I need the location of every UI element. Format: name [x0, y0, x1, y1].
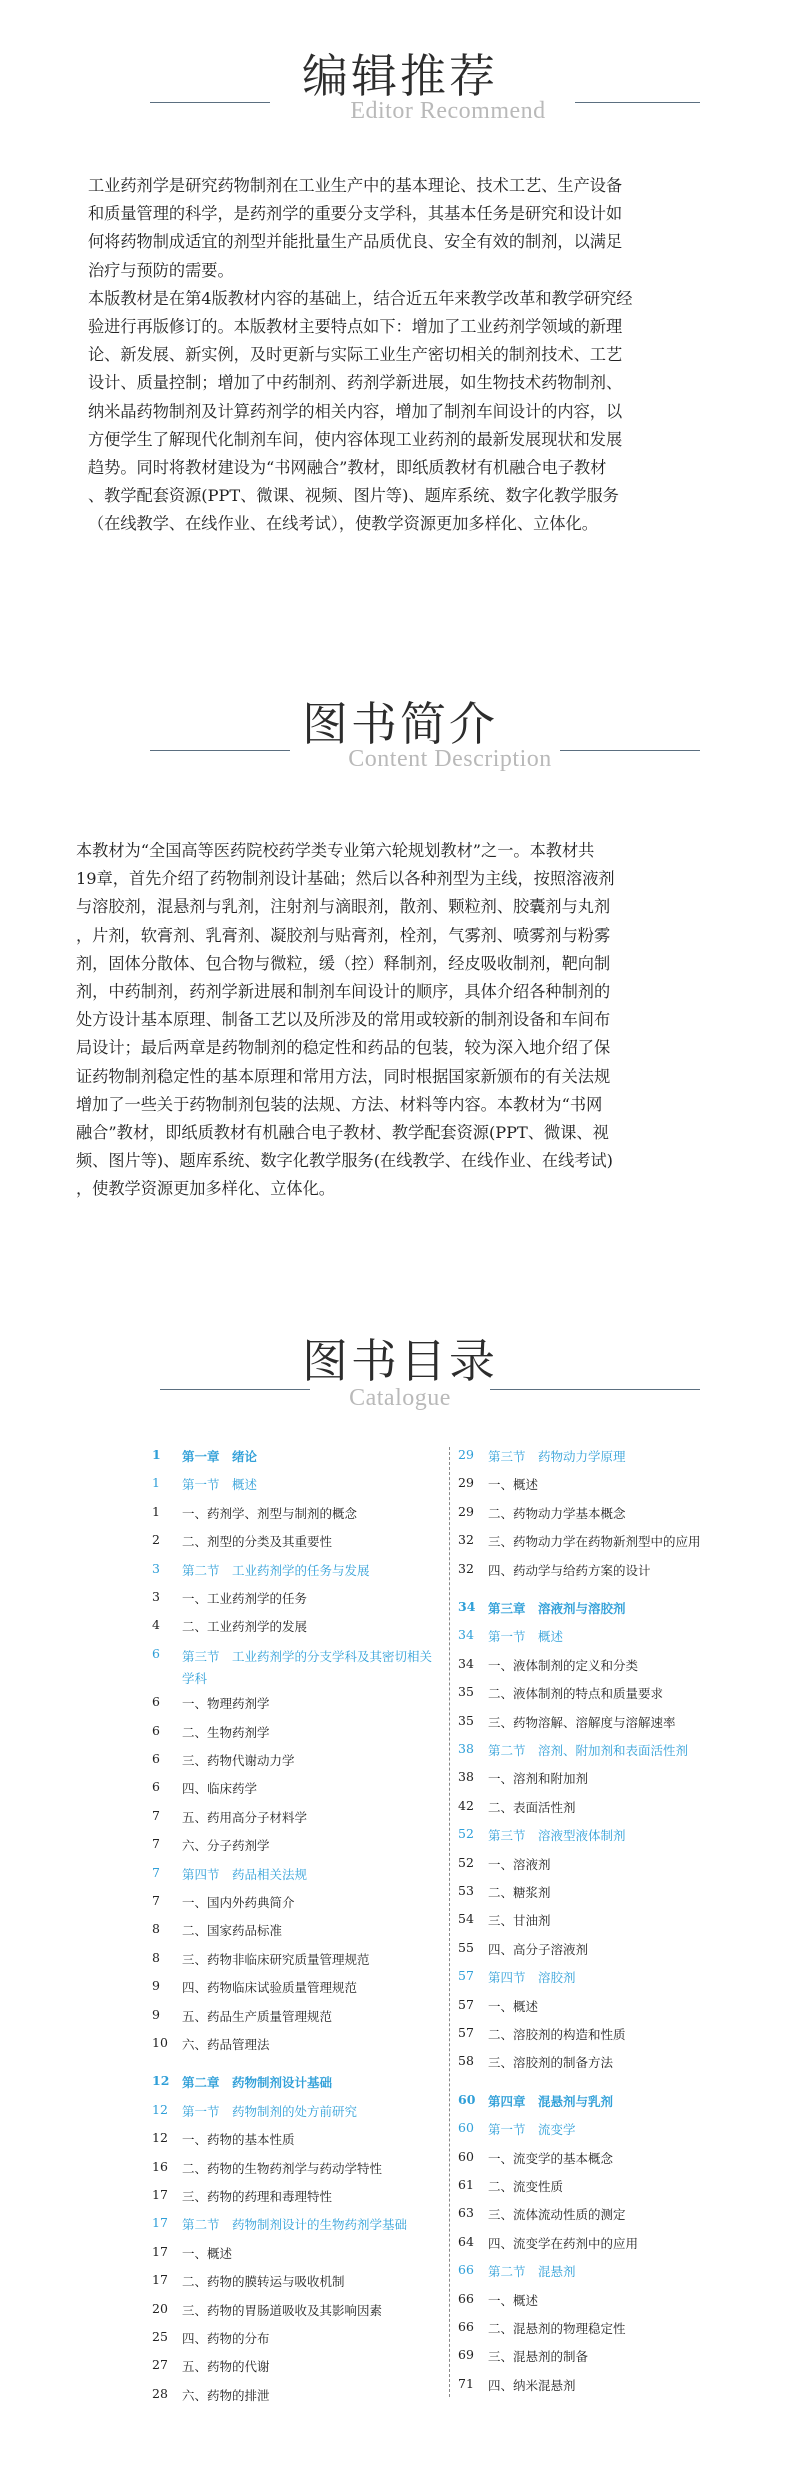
toc-page-number: 63 [458, 2205, 474, 2221]
toc-entry-text: 二、剂型的分类及其重要性 [182, 1534, 333, 1550]
toc-page-number: 3 [152, 1560, 160, 1576]
toc-page-number: 64 [458, 2233, 474, 2249]
toc-entry-text: 二、表面活性剂 [488, 1799, 576, 1815]
toc-entry-text: 三、药物动力学在药物新剂型中的应用 [488, 1534, 701, 1550]
toc-page-number: 20 [152, 2300, 168, 2316]
toc-entry-text: 第三节 药物动力学原理 [488, 1449, 626, 1464]
editor-heading [0, 40, 800, 170]
toc-entry-text: 第一章 绪论 [182, 1449, 258, 1464]
text-line: ，使教学资源更加多样化、立体化。 [76, 1179, 335, 1199]
text-line: 趋势。同时将教材建设为“书网融合”教材，即纸质教材有机融合电子教材 [88, 458, 607, 478]
toc-entry-text: 五、药物的代谢 [182, 2359, 270, 2375]
toc-entry-text: 六、分子药剂学 [182, 1838, 270, 1854]
text-line: 本教材为“全国高等医药院校药学类专业第六轮规划教材”之一。本教材共 [76, 841, 595, 860]
intro-title: 图书简介 [302, 697, 498, 751]
toc-page-number: 8 [152, 1949, 160, 1965]
toc-entry-text: 一、概述 [488, 2292, 539, 2308]
toc-page-number: 17 [152, 2243, 168, 2259]
toc-entry-text: 四、药物临床试验质量管理规范 [182, 1980, 358, 1996]
toc-page-number: 57 [458, 1968, 474, 1984]
toc-entry-text: 五、药品生产质量管理规范 [182, 2008, 333, 2024]
toc-page-number: 6 [152, 1751, 160, 1766]
toc-entry-text: 第二节 混悬剂 [488, 2264, 576, 2280]
toc-entry-text: 三、流体流动性质的测定 [488, 2207, 626, 2223]
toc-page-number: 34 [458, 1599, 476, 1614]
toc-page-number: 57 [458, 2025, 474, 2040]
text-line: 方便学生了解现代化制剂车间，使内容体现工业药剂的最新发展现状和发展 [88, 429, 623, 449]
toc-entry-text: 一、概述 [182, 2245, 233, 2261]
toc-entry-text: 第四章 混悬剂与乳剂 [488, 2093, 614, 2109]
toc-entry-text: 一、概述 [488, 1477, 539, 1493]
text-line: ，片剂，软膏剂、乳膏剂、凝胶剂与贴膏剂，栓剂，气雾剂、喷雾剂与粉雾 [76, 925, 611, 945]
toc-page-number: 34 [458, 1627, 474, 1643]
toc-page-number: 29 [458, 1475, 474, 1491]
toc-page-number: 60 [458, 2091, 476, 2107]
toc-page-number: 17 [152, 2272, 168, 2288]
toc-page-number: 34 [458, 1655, 474, 1671]
toc-page-number: 53 [458, 1883, 474, 1898]
toc-entry-text: 一、流变学的基本概念 [488, 2150, 614, 2166]
text-line: 本版教材是在第4版教材内容的基础上，结合近五年来教学改革和教学研究经 [88, 288, 633, 308]
toc-page-number: 57 [458, 1996, 474, 2012]
toc-entry-text: 二、国家药品标准 [182, 1923, 283, 1939]
toc-page-number: 1 [152, 1475, 160, 1491]
toc-page-number: 7 [152, 1864, 160, 1880]
toc-divider [449, 1447, 450, 2397]
text-line: 治疗与预防的需要。 [88, 260, 234, 280]
toc-entry-text: 第三节 工业药剂学的分支学科及其密切相关学科 [182, 1648, 433, 1686]
toc-entry-text: 二、工业药剂学的发展 [182, 1619, 308, 1635]
toc-page-number: 60 [458, 2148, 474, 2164]
editor-subtitle: Editor Recommend [350, 98, 546, 124]
toc-entry-text: 二、溶胶剂的构造和性质 [488, 2027, 626, 2042]
toc-page-number: 4 [152, 1617, 160, 1633]
toc-entry-text: 三、溶胶剂的制备方法 [488, 2055, 614, 2071]
toc-page-number: 7 [152, 1836, 160, 1852]
toc-entry-text: 一、概述 [488, 1998, 539, 2014]
text-line: 论、新发展、新实例，及时更新与实际工业生产密切相关的制剂技术、工艺 [88, 345, 623, 365]
toc-entry-text: 一、溶液剂 [488, 1856, 551, 1872]
intro-text [76, 837, 736, 1204]
toc-page-number: 8 [152, 1921, 160, 1937]
toc-page-number: 32 [458, 1532, 474, 1548]
toc-page-number: 28 [152, 2385, 168, 2401]
toc-entry-text: 一、药物的基本性质 [182, 2132, 295, 2148]
toc-entry-text: 四、药物的分布 [182, 2331, 270, 2346]
toc-page-number: 2 [152, 1532, 160, 1548]
toc-entry-text: 五、药用高分子材料学 [182, 1809, 308, 1825]
toc-entry-text: 三、药物的药理和毒理特性 [182, 2189, 333, 2204]
toc-page-number: 1 [152, 1447, 161, 1462]
text-line: 验进行再版修订的。本版教材主要特点如下：增加了工业药剂学领域的新理 [88, 317, 623, 337]
toc-page-number: 71 [458, 2375, 474, 2391]
toc-entry-text: 六、药品管理法 [182, 2037, 270, 2052]
toc-entry-text: 第四节 溶胶剂 [488, 1970, 576, 1986]
toc-page-number: 6 [152, 1694, 160, 1710]
text-line: 何将药物制成适宜的剂型并能批量生产品质优良、安全有效的制剂，以满足 [88, 232, 623, 252]
toc-page-number: 16 [152, 2158, 168, 2174]
editor-title: 编辑推荐 [302, 49, 498, 103]
toc-page-number: 60 [458, 2120, 474, 2136]
text-line: 处方设计基本原理、制备工艺以及所涉及的常用或较新的制剂设备和车间布 [76, 1010, 611, 1030]
toc-page-number: 6 [152, 1722, 160, 1738]
text-line: 剂，中药制剂，药剂学新进展和制剂车间设计的顺序，具体介绍各种制剂的 [76, 982, 611, 1002]
toc-page-number: 66 [458, 2290, 474, 2306]
toc-entry-text: 一、液体制剂的定义和分类 [488, 1657, 639, 1673]
toc-entry-text: 一、药剂学、剂型与制剂的概念 [182, 1505, 358, 1521]
table-of-contents [0, 1447, 800, 2447]
toc-entry-text: 四、流变学在药剂中的应用 [488, 2235, 639, 2251]
toc-page-number: 17 [152, 2215, 168, 2231]
toc-page-number: 27 [152, 2357, 168, 2373]
toc-entry-text: 第一节 概述 [488, 1629, 564, 1645]
toc-page-number: 35 [458, 1712, 474, 1728]
toc-page-number: 9 [152, 1978, 160, 1994]
toc-entry-text: 第一节 概述 [182, 1477, 258, 1493]
toc-entry-text: 二、药物动力学基本概念 [488, 1505, 626, 1521]
toc-entry-text: 第一节 流变学 [488, 2122, 576, 2138]
toc-entry-text: 第四节 药品相关法规 [182, 1866, 308, 1882]
toc-entry-text: 一、工业药剂学的任务 [182, 1591, 308, 1606]
toc-page-number: 7 [152, 1893, 160, 1908]
toc-entry-text: 四、药动学与给药方案的设计 [488, 1562, 651, 1578]
toc-entry-text: 三、药物非临床研究质量管理规范 [182, 1951, 370, 1967]
text-line: 和质量管理的科学，是药剂学的重要分支学科，其基本任务是研究和设计如 [88, 204, 623, 224]
toc-entry-text: 一、国内外药典简介 [182, 1895, 295, 1910]
toc-entry-text: 三、甘油剂 [488, 1913, 551, 1929]
toc-entry-text: 二、糖浆剂 [488, 1885, 551, 1900]
toc-page-number: 55 [458, 1939, 474, 1955]
toc-entry-text: 一、溶剂和附加剂 [488, 1771, 589, 1787]
toc-page-number: 58 [458, 2053, 474, 2069]
text-line: 19章，首先介绍了药物制剂设计基础；然后以各种剂型为主线，按照溶液剂 [76, 869, 615, 889]
toc-page-number: 38 [458, 1769, 474, 1785]
text-line: 与溶胶剂，混悬剂与乳剂，注射剂与滴眼剂，散剂、颗粒剂、胶囊剂与丸剂 [76, 897, 611, 917]
toc-page-number: 9 [152, 2006, 160, 2022]
editor-text [88, 172, 728, 539]
text-line: 局设计；最后两章是药物制剂的稳定性和药品的包装，较为深入地介绍了保 [76, 1038, 611, 1058]
toc-page-number: 17 [152, 2187, 168, 2202]
toc-page-number: 12 [152, 2073, 170, 2089]
toc-entry-text: 二、生物药剂学 [182, 1724, 270, 1740]
toc-entry-text: 三、药物溶解、溶解度与溶解速率 [488, 1714, 676, 1730]
catalogue-subtitle: Catalogue [349, 1385, 451, 1411]
toc-entry-text: 第二节 溶剂、附加剂和表面活性剂 [488, 1743, 689, 1758]
text-line: 工业药剂学是研究药物制剂在工业生产中的基本理论、技术工艺、生产设备 [88, 176, 623, 195]
text-line: 增加了一些关于药物制剂包装的法规、方法、材料等内容。本教材为“书网 [76, 1094, 603, 1114]
text-line: （在线教学、在线作业、在线考试），使教学资源更加多样化、立体化。 [88, 514, 598, 534]
toc-entry-text: 四、纳米混悬剂 [488, 2377, 576, 2393]
toc-entry-text: 四、高分子溶液剂 [488, 1941, 589, 1957]
toc-entry-text: 第三节 溶液型液体制剂 [488, 1828, 626, 1844]
toc-page-number: 1 [152, 1503, 160, 1519]
toc-page-number: 29 [458, 1447, 474, 1462]
toc-page-number: 52 [458, 1826, 474, 1842]
intro-heading [0, 688, 800, 818]
toc-page-number: 32 [458, 1560, 474, 1576]
toc-page-number: 6 [152, 1645, 160, 1661]
toc-entry-text: 二、药物的生物药剂学与药动学特性 [182, 2160, 383, 2176]
toc-page-number: 35 [458, 1684, 474, 1700]
toc-page-number: 66 [458, 2262, 474, 2278]
toc-page-number: 52 [458, 1854, 474, 1870]
toc-entry-text: 二、药物的膜转运与吸收机制 [182, 2274, 345, 2290]
toc-entry-text: 三、药物的胃肠道吸收及其影响因素 [182, 2302, 383, 2318]
toc-page-number: 10 [152, 2035, 168, 2050]
text-line: 剂，固体分散体、包合物与微粒，缓（控）释制剂，经皮吸收制剂，靶向制 [76, 953, 611, 973]
text-line: 、教学配套资源(PPT、微课、视频、图片等)、题库系统、数字化教学服务 [88, 486, 619, 506]
toc-entry-text: 第二章 药物制剂设计基础 [182, 2075, 333, 2091]
text-line: 纳米晶药物制剂及计算药剂学的相关内容，增加了制剂车间设计的内容，以 [88, 401, 623, 421]
toc-entry-text: 二、流变性质 [488, 2179, 564, 2194]
toc-entry-text: 第三章 溶液剂与溶胶剂 [488, 1601, 626, 1616]
text-line: 设计、质量控制；增加了中药制剂、药剂学新进展，如生物技术药物制剂、 [88, 373, 623, 393]
toc-entry-text: 三、混悬剂的制备 [488, 2349, 589, 2365]
toc-entry-text: 第一节 药物制剂的处方前研究 [182, 2103, 358, 2119]
toc-entry-text: 一、物理药剂学 [182, 1696, 270, 1712]
toc-page-number: 6 [152, 1779, 160, 1795]
catalogue-heading [0, 1325, 800, 1455]
toc-entry-text: 第二节 工业药剂学的任务与发展 [182, 1562, 370, 1578]
toc-page-number: 3 [152, 1589, 160, 1604]
toc-entry-text: 四、临床药学 [182, 1781, 258, 1797]
text-line: 融合”教材，即纸质教材有机融合电子教材、教学配套资源(PPT、微课、视 [76, 1123, 609, 1143]
toc-page-number: 42 [458, 1797, 474, 1813]
toc-entry-text: 三、药物代谢动力学 [182, 1753, 295, 1768]
toc-page-number: 29 [458, 1503, 474, 1519]
text-line: 证药物制剂稳定性的基本原理和常用方法，同时根据国家新颁布的有关法规 [76, 1066, 611, 1086]
toc-page-number: 25 [152, 2329, 168, 2344]
text-line: 频、图片等)、题库系统、数字化教学服务(在线教学、在线作业、在线考试) [76, 1151, 613, 1171]
intro-subtitle: Content Description [348, 746, 552, 772]
toc-entry-text: 六、药物的排泄 [182, 2387, 270, 2403]
toc-entry-text: 第二节 药物制剂设计的生物药剂学基础 [182, 2217, 408, 2233]
toc-entry-text: 二、混悬剂的物理稳定性 [488, 2321, 626, 2336]
toc-page-number: 66 [458, 2319, 474, 2334]
toc-page-number: 38 [458, 1741, 474, 1756]
toc-page-number: 7 [152, 1807, 160, 1823]
toc-page-number: 61 [458, 2177, 474, 2192]
toc-page-number: 54 [458, 1911, 474, 1927]
toc-entry-text: 二、液体制剂的特点和质量要求 [488, 1686, 664, 1702]
toc-page-number: 12 [152, 2130, 168, 2146]
catalogue-title: 图书目录 [302, 1334, 498, 1388]
toc-page-number: 69 [458, 2347, 474, 2363]
toc-page-number: 12 [152, 2101, 168, 2117]
